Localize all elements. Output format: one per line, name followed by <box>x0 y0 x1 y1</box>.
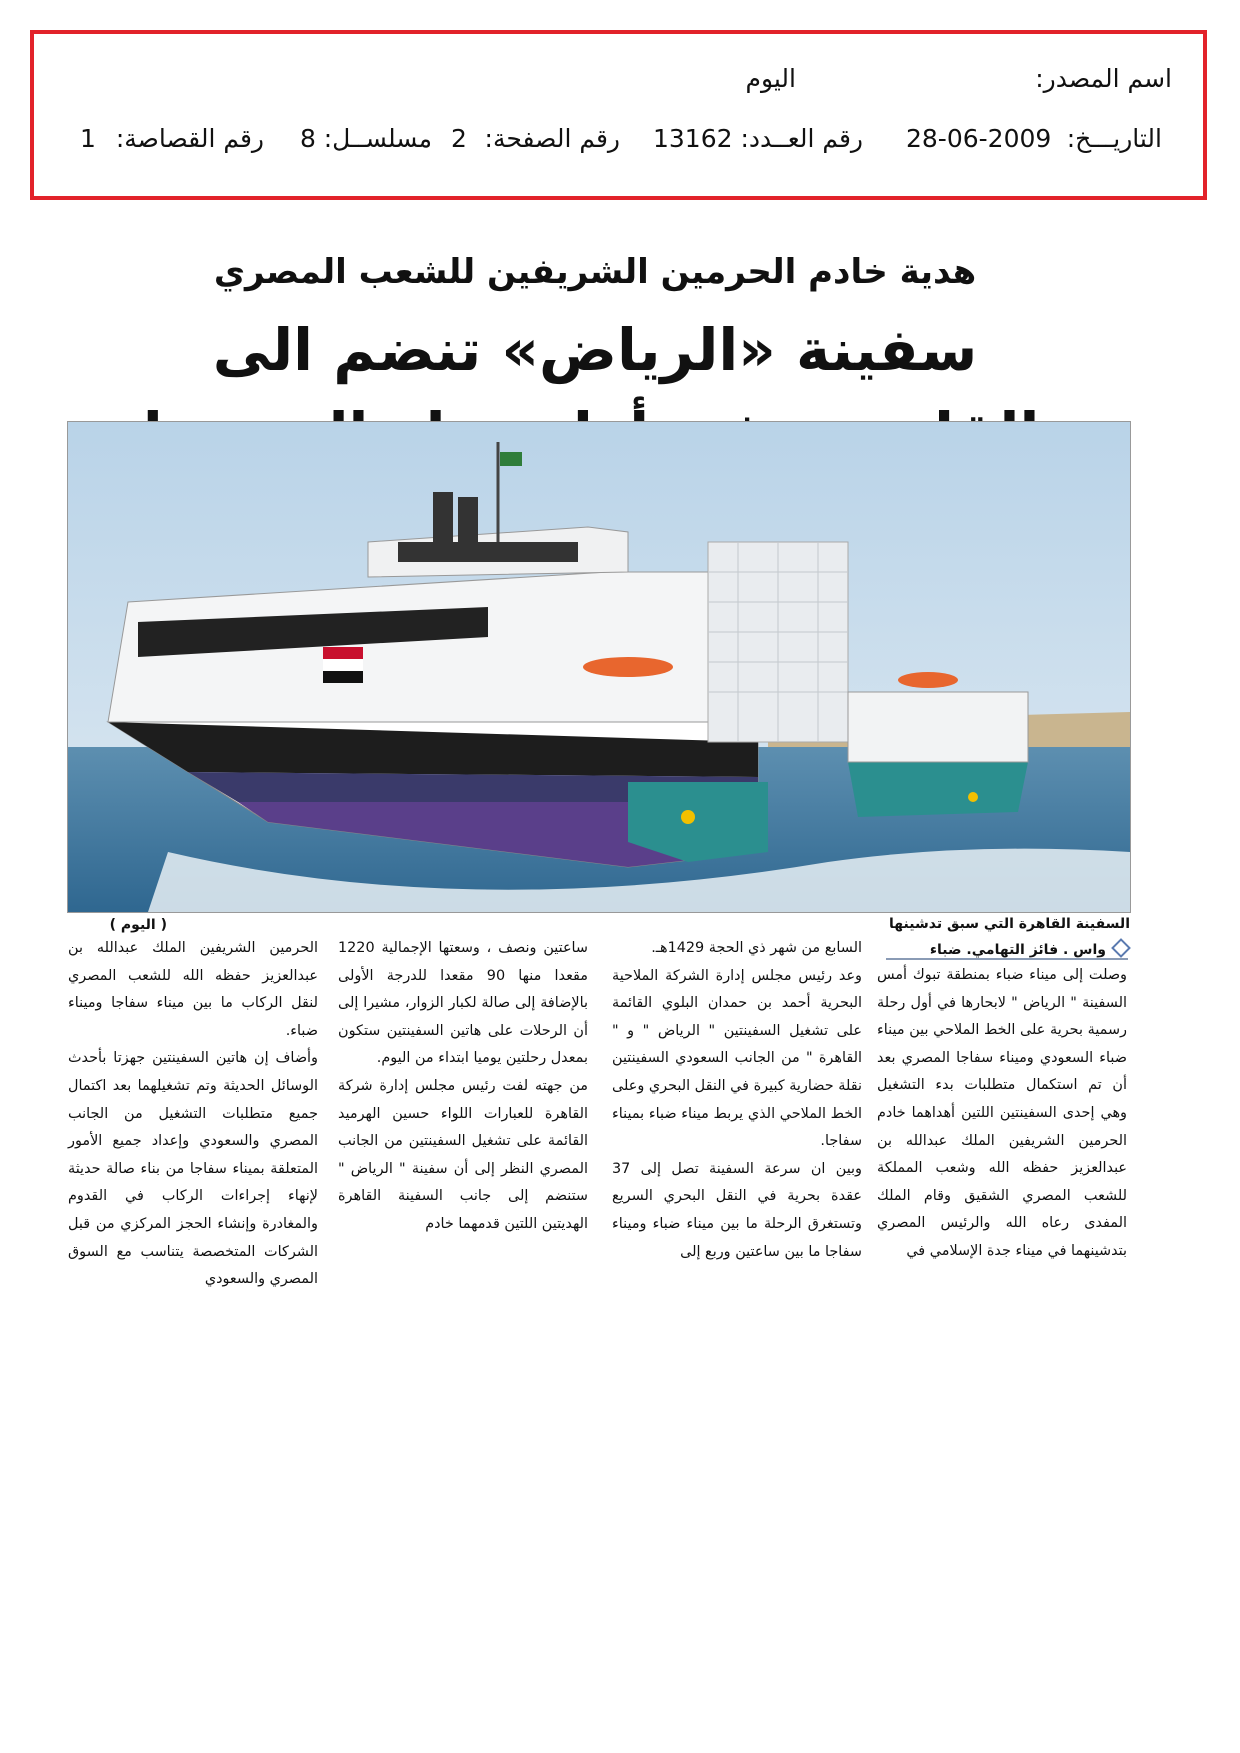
paragraph: الحرمين الشريفين الملك عبدالله بن عبدالعزيز حفظه الله للشعب المصري لنقل الركاب ما بين ميناء سفاجا وميناء ضباء. <box>68 940 318 1039</box>
serial-label: مسلســل: <box>323 124 432 153</box>
diamond-icon <box>1111 938 1131 958</box>
article-column-1 <box>877 962 1127 1266</box>
byline-underline <box>886 958 1128 960</box>
issue-label: رقم العــدد: <box>740 124 863 153</box>
article-column-4 <box>68 935 318 1294</box>
source-value: اليوم <box>745 64 796 93</box>
serial-value: 8 <box>300 124 316 153</box>
date-value: 28-06-2009 <box>906 124 1052 153</box>
paragraph: وصلت إلى ميناء ضباء بمنطقة تبوك أمس السفينة " الرياض " لابحارها في أول رحلة رسمية بحرية على الخط الملاحي بين ميناء ضباء السعودي وميناء سفاجا المصري بعد أن تم استكمال متطلبات بدء التشغيل وهي إحدى السفينتين اللتين أهداهما خادم الحرمين الشريفين الملك عبدالله بن عبدالعزيز حفظه الله وشعب المملكة للشعب المصري الشقيق وقام الملك المفدى رعاه الله والرئيس المصري بتدشينهما في ميناء جدة الإسلامي في <box>877 967 1127 1259</box>
paragraph: وبين ان سرعة السفينة تصل إلى 37 عقدة بحرية في النقل البحري السريع وتستغرق الرحلة ما بين ميناء ضباء وميناء سفاجا ما بين ساعتين وربع إلى <box>612 1160 862 1260</box>
clip-label: رقم القصاصة: <box>115 124 264 153</box>
article-headline: سفينة «الرياض» تنضم الى <box>212 316 978 384</box>
page-value: 2 <box>451 124 467 153</box>
ferry-photo <box>67 421 1131 913</box>
article-column-2 <box>612 935 862 1266</box>
paragraph: وأضاف إن هاتين السفينتين جهزتا بأحدث الوسائل الحديثة وتم تشغيلهما بعد اكتمال جميع متطلبات التشغيل من الجانب المصري والسعودي وإعداد جميع الأمور المتعلقة بميناء سفاجا من بناء صالة حديثة لإنهاء إجراءات الركاب في القدوم والمغادرة وإنشاء الحجز المركزي من قبل الشركات المتخصصة يتناسب مع السوق المصري والسعودي <box>68 1050 318 1288</box>
article-kicker: هدية خادم الحرمين الشريفين للشعب المصري <box>213 252 977 292</box>
date-label: التاريـــخ: <box>1066 124 1162 153</box>
photo-caption: السفينة القاهرة التي سبق تدشينها <box>889 916 1130 932</box>
clip-value: 1 <box>80 124 96 153</box>
metadata-box <box>30 30 1207 200</box>
byline <box>888 938 1128 962</box>
source-label: اسم المصدر: <box>1035 64 1172 93</box>
paragraph: ساعتين ونصف ، وسعتها الإجمالية 1220 مقعدا منها 90 مقعدا للدرجة الأولى بالإضافة إلى صالة لكبار الزوار، مشيرا إلى أن الرحلات على هاتين السفينتين ستكون بمعدل رحلتين يوميا ابتداء من اليوم. <box>338 940 588 1067</box>
issue-value: 13162 <box>653 124 733 153</box>
paragraph: وعد رئيس مجلس إدارة الشركة الملاحية البحرية أحمد بن حمدان البلوي القائمة على تشغيل السفينتين " الرياض " و " القاهرة " من الجانب السعودي السفينتين نقلة حضارية كبيرة في النقل البحري وعلى الخط الملاحي الذي يربط ميناء ضباء بميناء سفاجا. <box>612 967 862 1150</box>
paragraph: السابع من شهر ذي الحجة 1429هـ. <box>651 940 862 956</box>
paragraph: من جهته لفت رئيس مجلس إدارة شركة القاهرة للعبارات اللواء حسين الهرميد القائمة على تشغيل السفينتين من الجانب المصري النظر إلى أن سفينة " الرياض " ستنضم إلى جانب السفينة القاهرة الهديتين اللتين قدمهما خادم <box>338 1077 588 1232</box>
byline-text: واس . فائز التهامي. ضباء <box>929 942 1106 958</box>
page-label: رقم الصفحة: <box>484 124 620 153</box>
photo-credit: ( اليوم ) <box>109 917 167 933</box>
article-column-3 <box>338 935 588 1239</box>
